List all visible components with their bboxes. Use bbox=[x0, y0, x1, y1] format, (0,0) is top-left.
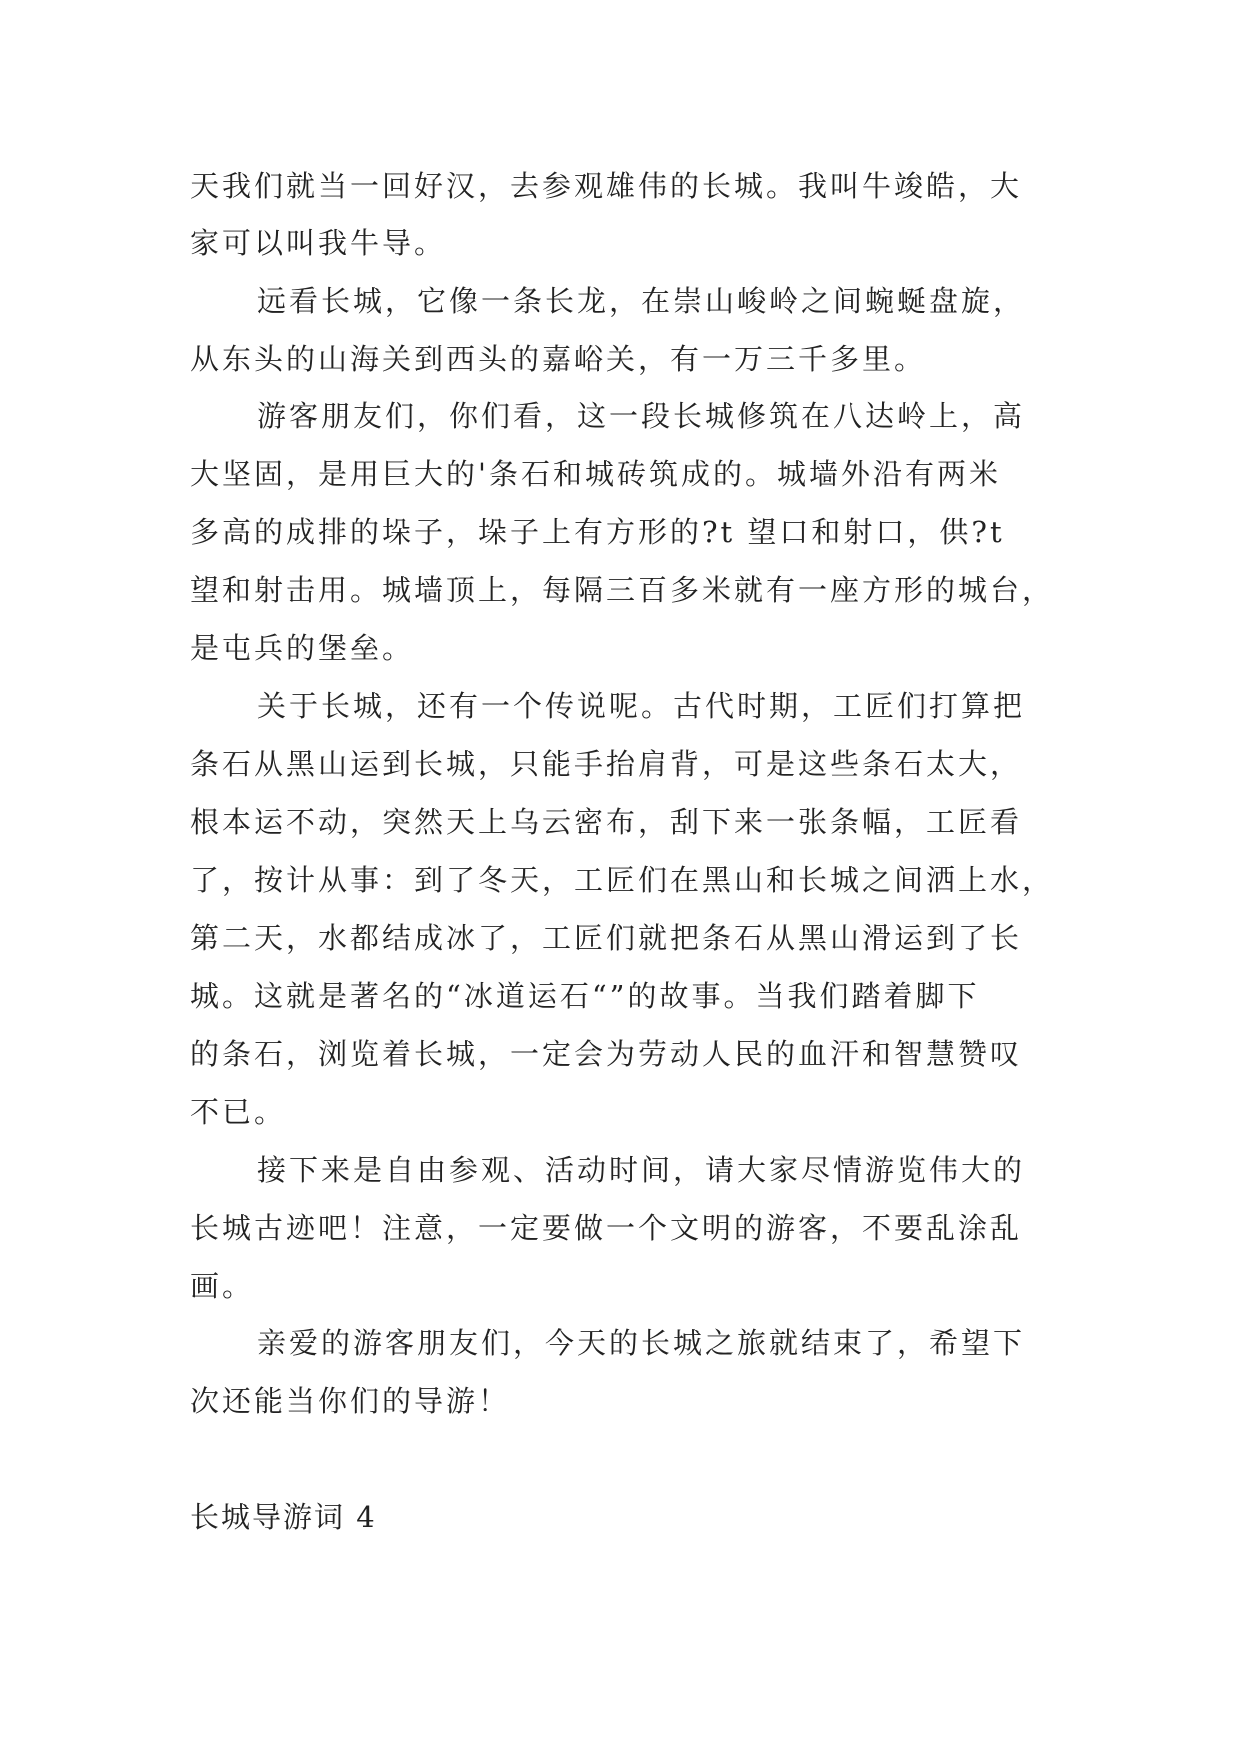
text-line: 亲爱的游客朋友们，今天的长城之旅就结束了，希望下 bbox=[257, 1326, 1026, 1360]
text-line: 从东头的山海关到西头的嘉峪关，有一万三千多里。 bbox=[190, 342, 927, 376]
text-line: 是屯兵的堡垒。 bbox=[190, 631, 415, 665]
text-line: 天我们就当一回好汉，去参观雄伟的长城。我叫牛竣皓，大 bbox=[190, 169, 1023, 203]
text-line: 游客朋友们，你们看，这一段长城修筑在八达岭上，高 bbox=[257, 399, 1026, 433]
text-line: 城。这就是著名的“冰道运石“”的故事。当我们踏着脚下 bbox=[190, 979, 980, 1013]
text-line: 不已。 bbox=[190, 1095, 287, 1129]
text-line: 条石从黑山运到长城，只能手抬肩背，可是这些条石太大， bbox=[190, 747, 1023, 781]
text-line: 大坚固，是用巨大的'条石和城砖筑成的。城墙外沿有两米 bbox=[190, 457, 1001, 491]
text-line: 根本运不动，突然天上乌云密布，刮下来一张条幅，工匠看 bbox=[190, 805, 1023, 839]
text-line: 望和射击用。城墙顶上，每隔三百多米就有一座方形的城台， bbox=[190, 573, 1055, 607]
text-line: 长城古迹吧！注意，一定要做一个文明的游客，不要乱涂乱 bbox=[190, 1211, 1023, 1245]
text-line: 次还能当你们的导游！ bbox=[190, 1384, 511, 1418]
text-line: 远看长城，它像一条长龙，在崇山峻岭之间蜿蜒盘旋， bbox=[257, 284, 1026, 318]
text-line: 多高的成排的垛子，垛子上有方形的?t 望口和射口，供?t bbox=[190, 515, 1005, 549]
text-line: 第二天，水都结成冰了，工匠们就把条石从黑山滑运到了长 bbox=[190, 921, 1023, 955]
text-line: 了，按计从事：到了冬天，工匠们在黑山和长城之间洒上水， bbox=[190, 863, 1055, 897]
section-heading: 长城导游词 4 bbox=[190, 1500, 377, 1534]
text-line: 关于长城，还有一个传说呢。古代时期，工匠们打算把 bbox=[257, 689, 1026, 723]
text-line: 的条石，浏览着长城，一定会为劳动人民的血汗和智慧赞叹 bbox=[190, 1037, 1023, 1071]
text-line: 家可以叫我牛导。 bbox=[190, 226, 447, 260]
text-line: 接下来是自由参观、活动时间，请大家尽情游览伟大的 bbox=[257, 1153, 1026, 1187]
text-line: 画。 bbox=[190, 1269, 255, 1303]
